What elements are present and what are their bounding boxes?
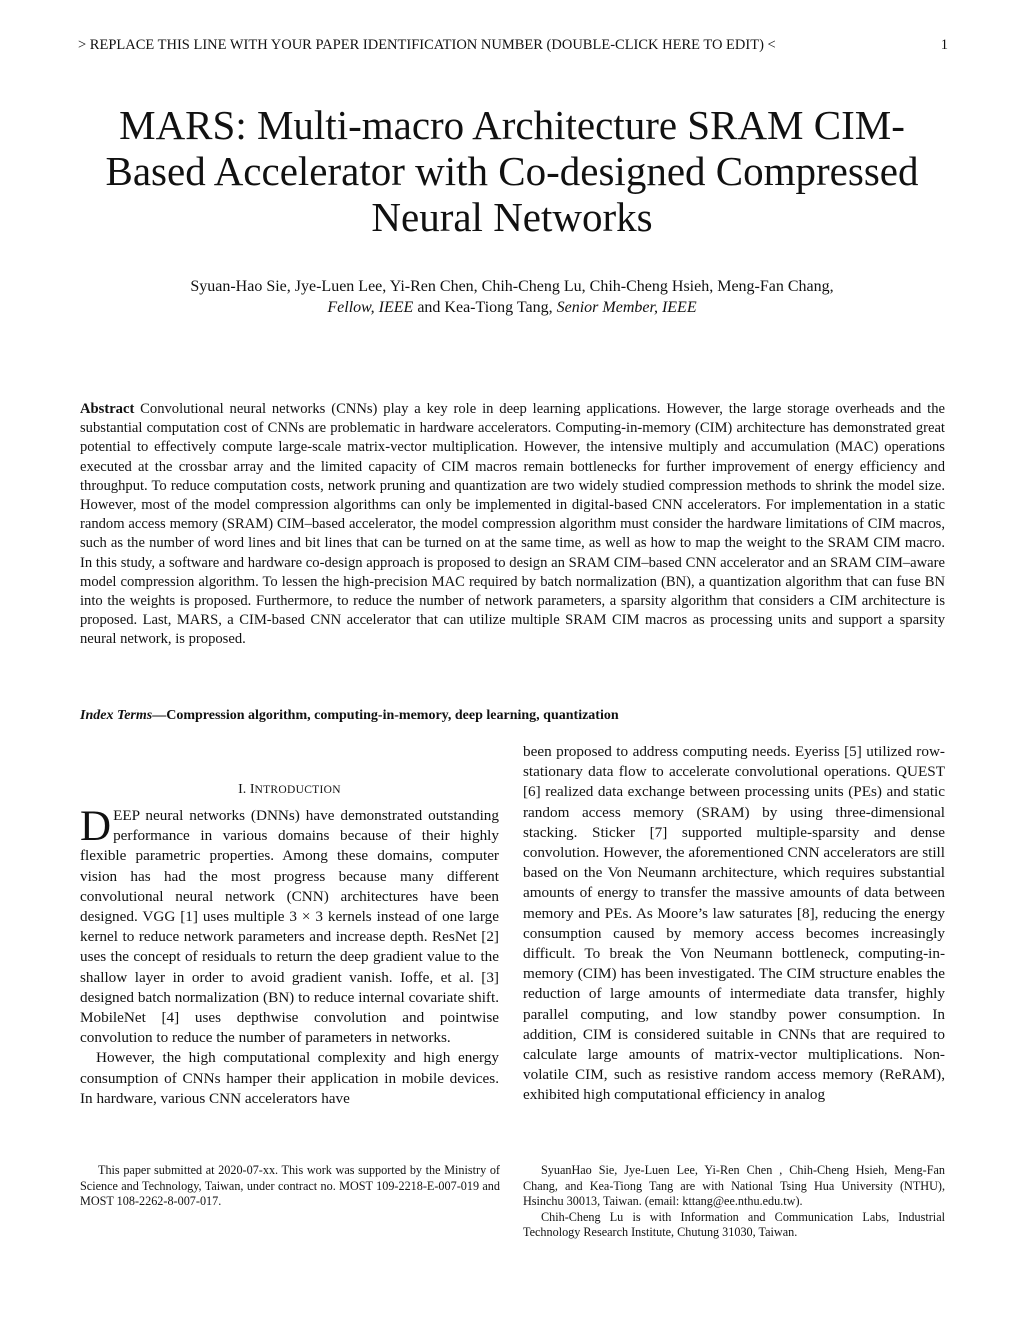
header-text: > REPLACE THIS LINE WITH YOUR PAPER IDENTIFICATION NUMBER (DOUBLE-CLICK HERE TO EDIT) <	[78, 37, 776, 53]
page-number: 1	[940, 37, 948, 53]
authors-and: and Kea-Tiong Tang,	[413, 299, 557, 316]
intro-paragraph-1-text: EEP neural networks (DNNs) have demonstrated outstanding performance in various domains because of their highly flexible parametric properties. Among these domains, computer vision has had the most progress because many different convolutional neural network (CNN) architectures have been designed. VGG [1] uses multiple 3 × 3 kernels instead of one large kernel to reduce network parameters and increase depth. ResNet [2] uses the concept of residuals to return the deep gradient value to the shallow layer in order to avoid gradient vanish. Ioffe, et al. [3] designed batch normalization (BN) to reduce internal covariate shift. MobileNet [4] uses depthwise convolution and pointwise convolution to reduce the number of parameters in networks.	[80, 807, 499, 1047]
section-initial: I	[249, 782, 255, 797]
section-title-rest: NTRODUCTION	[254, 784, 341, 796]
section-heading-introduction	[80, 780, 499, 800]
footnote-affiliation-2: Chih-Cheng Lu is with Information and Communication Labs, Industrial Technology Research Institute, Chutung 31030, Taiwan.	[523, 1209, 945, 1239]
dropcap-letter: D	[80, 803, 112, 850]
intro-paragraph-1	[80, 803, 499, 1048]
authors-senior: Senior Member, IEEE	[556, 299, 697, 316]
abstract-text: Convolutional neural networks (CNNs) play a key role in deep learning applications. However, the large storage overheads and the substantial computation cost of CNNs are problematic in hardware accelerators. Computing-in-memory (CIM) architecture has demonstrated great potential to effectively compute large-scale matrix-vector multiplication. However, the intensive multiply and accumulation (MAC) operations executed at the crossbar array and the limited capacity of CIM macros remain bottlenecks for further improvement of energy efficiency and throughput. To reduce computation costs, network pruning and quantization are two widely studied compression methods to shrink the model size. However, most of the model compression algorithms can only be implemented in digital-based CNN accelerators. For implementation in a static random access memory (SRAM) CIM–based accelerator, the model compression algorithm must consider the hardware limitations of CIM macros, such as the number of word lines and bit lines that can be turned on at the same time, as well as how to map the weight to the SRAM CIM macro. In this study, a software and hardware co-design approach is proposed to design an SRAM CIM–based CNN accelerator and an SRAM CIM–aware model compression algorithm. To lessen the high-precision MAC required by batch normalization (BN), a quantization algorithm that can fuse BN into the weights is proposed. Furthermore, to reduce the number of network parameters, a sparsity algorithm that considers a CIM architecture is proposed. Last, MARS, a CIM-based CNN accelerator that can utilize multiple SRAM CIM macros as processing units and support a sparsity neural network, is proposed.	[80, 401, 945, 648]
index-terms-text: —Compression algorithm, computing-in-memory, deep learning, quantization	[152, 708, 619, 723]
footnote-right	[523, 1163, 945, 1241]
index-terms-label: Index Terms	[80, 708, 153, 723]
abstract	[80, 400, 945, 650]
authors-line1: Syuan-Hao Sie, Jye-Luen Lee, Yi-Ren Chen, Chih-Cheng Lu, Chih-Cheng Hsieh, Meng-Fan Chang,	[190, 278, 834, 295]
authors-fellow: Fellow, IEEE	[327, 299, 414, 316]
section-numeral: I.	[238, 782, 250, 797]
footnote-left	[80, 1163, 500, 1210]
intro-paragraph-2-continued: been proposed to address computing needs. Eyeriss [5] utilized row-stationary data flow to accelerate convolutional operations. QUEST [6] realized data exchange between processing units (PEs) and static random access memory (SRAM) by using three-dimensional stacking. Sticker [7] supported multiple-sparsity and dense convolution. However, the aforementioned CNN accelerators are still based on the Von Neumann architecture, which requires substantial amounts of energy to transfer the massive amounts of data between memory and PEs. As Moore’s law saturates [8], reducing the energy consumption caused by memory access becomes increasingly difficult. To break the Von Neumann bottleneck, computing-in-memory (CIM) has been investigated. The CIM structure enables the reduction of large amounts of intermediate data transfer, highly parallel computing, and low standby power consumption. In addition, CIM is considered suitable in CNNs that are required to calculate large amounts of matrix-vector multiplications. Non-volatile CIM, such as resistive random access memory (ReRAM), exhibited high computational efficiency in analog	[523, 743, 945, 1104]
footnote-affiliation-1: SyuanHao Sie, Jye-Luen Lee, Yi-Ren Chen , Chih-Cheng Hsieh, Meng-Fan Chang, and Kea-Tiong Tang are with National Tsing Hua University (NTHU), Hsinchu 30013, Taiwan. (email: kttang@ee.nthu.edu.tw).	[523, 1163, 945, 1208]
left-column	[80, 780, 499, 1109]
paper-title: MARS: Multi-macro Architecture SRAM CIM-Based Accelerator with Co-designed Compressed Neural Networks	[105, 102, 919, 240]
right-column	[523, 742, 945, 1106]
author-list	[80, 276, 944, 318]
intro-paragraph-2: However, the high computational complexity and high energy consumption of CNNs hamper their application in mobile devices. In hardware, various CNN accelerators have	[80, 1049, 499, 1107]
footnote-funding: This paper submitted at 2020-07-xx. This work was supported by the Ministry of Science and Technology, Taiwan, under contract no. MOST 109-2218-E-007-019 and MOST 108-2262-8-007-017.	[80, 1163, 500, 1208]
abstract-label: Abstract	[80, 401, 135, 417]
running-header	[78, 36, 948, 54]
index-terms	[80, 707, 945, 725]
